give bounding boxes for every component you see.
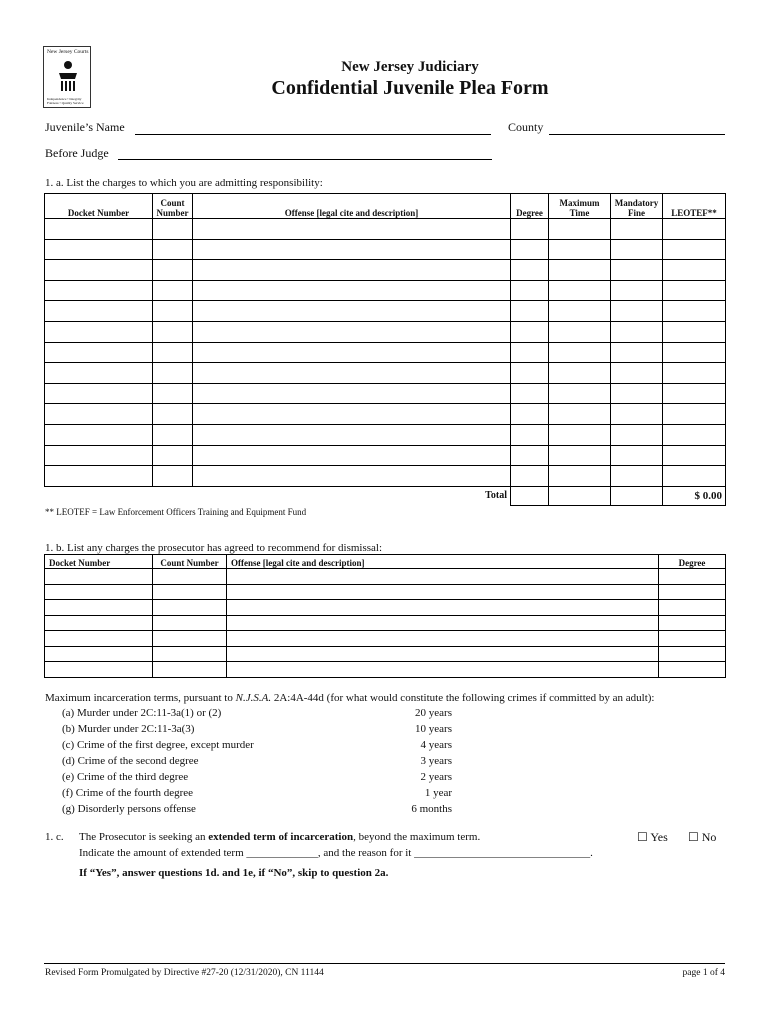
table-row[interactable] xyxy=(45,662,726,678)
total-time-cell[interactable] xyxy=(549,486,611,505)
total-leotef-value: $ 0.00 xyxy=(663,486,726,505)
col-count-number: Count Number xyxy=(153,194,193,219)
section-1b-prompt: 1. b. List any charges the prosecutor has agreed to recommend for dismissal: xyxy=(45,542,383,554)
charges-total-row xyxy=(45,486,726,505)
charges-table xyxy=(44,193,726,506)
term-label-f: (f) Crime of the fourth degree xyxy=(62,787,194,799)
table-row[interactable] xyxy=(45,615,726,631)
judge-field[interactable] xyxy=(118,159,492,160)
leotef-footnote: ** LEOTEF = Law Enforcement Officers Training and Equipment Fund xyxy=(45,507,307,517)
term-label-g: (g) Disorderly persons offense xyxy=(62,803,196,815)
table-row[interactable] xyxy=(45,301,726,322)
section-1c-text: The Prosecutor is seeking an extended term of incarceration, beyond the maximum term. xyxy=(79,831,481,843)
table-row[interactable] xyxy=(45,646,726,662)
table-row[interactable] xyxy=(45,219,726,240)
charges-table-body[interactable] xyxy=(45,219,726,487)
term-value-e: 2 years xyxy=(420,771,452,783)
table-row[interactable] xyxy=(45,584,726,600)
col-count-number: Count Number xyxy=(153,555,227,569)
section-1c-num: 1. c. xyxy=(45,831,64,843)
term-value-b: 10 years xyxy=(415,723,452,735)
juvenile-name-label: Juvenile’s Name xyxy=(45,120,125,134)
table-row[interactable] xyxy=(45,631,726,647)
page-number: page 1 of 4 xyxy=(682,968,725,978)
term-label-b: (b) Murder under 2C:11-3a(3) xyxy=(62,723,195,735)
col-mandatory-fine: Mandatory Fine xyxy=(611,194,663,219)
juvenile-name-field[interactable] xyxy=(135,134,491,135)
terms-intro: Maximum incarceration terms, pursuant to N.J.S.A. 2A:4A-44d (for what would constitute the following crimes if committed by an adult): xyxy=(45,692,655,704)
table-row[interactable] xyxy=(45,383,726,404)
before-judge-label: Before Judge xyxy=(45,146,109,160)
table-row[interactable] xyxy=(45,260,726,281)
term-value-g: 6 months xyxy=(411,803,452,815)
section-1a-prompt: 1. a. List the charges to which you are admitting responsibility: xyxy=(45,177,323,189)
term-label-d: (d) Crime of the second degree xyxy=(62,755,199,767)
term-value-a: 20 years xyxy=(415,707,452,719)
term-value-d: 3 years xyxy=(420,755,452,767)
col-docket-number: Docket Number xyxy=(45,194,153,219)
term-label-e: (e) Crime of the third degree xyxy=(62,771,189,783)
total-fine-cell[interactable] xyxy=(611,486,663,505)
col-offense: Offense [legal cite and description] xyxy=(193,194,511,219)
table-row[interactable] xyxy=(45,363,726,384)
table-row[interactable] xyxy=(45,600,726,616)
table-row[interactable] xyxy=(45,280,726,301)
footer-revision: Revised Form Promulgated by Directive #27-20 (12/31/2020), CN 11144 xyxy=(45,968,324,978)
table-row[interactable] xyxy=(45,445,726,466)
logo-bottom-text: Independence • Integrity Fairness • Quality Service xyxy=(47,97,84,105)
charges-table-header xyxy=(45,194,726,219)
section-1c-instruction: If “Yes”, answer questions 1d. and 1e, if “No”, skip to question 2a. xyxy=(79,867,389,879)
col-maximum-time: Maximum Time xyxy=(549,194,611,219)
col-degree: Degree xyxy=(511,194,549,219)
term-label-c: (c) Crime of the first degree, except murder xyxy=(62,739,254,751)
table-row[interactable] xyxy=(45,404,726,425)
term-value-c: 4 years xyxy=(420,739,452,751)
table-row[interactable] xyxy=(45,424,726,445)
dismissal-table-body[interactable] xyxy=(45,569,726,678)
col-offense: Offense [legal cite and description] xyxy=(227,555,659,569)
table-row[interactable] xyxy=(45,321,726,342)
dismissal-table xyxy=(44,554,726,678)
page-title: Confidential Juvenile Plea Form xyxy=(271,77,549,99)
dismissal-table-header xyxy=(45,555,726,569)
total-degree-cell[interactable] xyxy=(511,486,549,505)
table-row[interactable] xyxy=(45,342,726,363)
term-value-f: 1 year xyxy=(424,787,452,799)
org-name: New Jersey Judiciary xyxy=(341,59,479,75)
table-row[interactable] xyxy=(45,569,726,585)
term-label-a: (a) Murder under 2C:11-3a(1) or (2) xyxy=(62,707,222,719)
col-docket-number: Docket Number xyxy=(45,555,153,569)
county-field[interactable] xyxy=(549,134,725,135)
col-degree: Degree xyxy=(659,555,726,569)
extended-term-indicate[interactable]: Indicate the amount of extended term _____________, and the reason for it ________________________________. xyxy=(79,847,593,859)
total-label: Total xyxy=(45,486,511,505)
no-checkbox[interactable]: ☐ No xyxy=(688,830,717,844)
table-row[interactable] xyxy=(45,466,726,487)
county-label: County xyxy=(508,120,544,134)
table-row[interactable] xyxy=(45,239,726,260)
logo-top-text: New Jersey Courts xyxy=(47,49,89,55)
footer-divider xyxy=(44,963,725,964)
yes-checkbox[interactable]: ☐ Yes xyxy=(637,830,668,844)
col-leotef: LEOTEF** xyxy=(663,194,726,219)
